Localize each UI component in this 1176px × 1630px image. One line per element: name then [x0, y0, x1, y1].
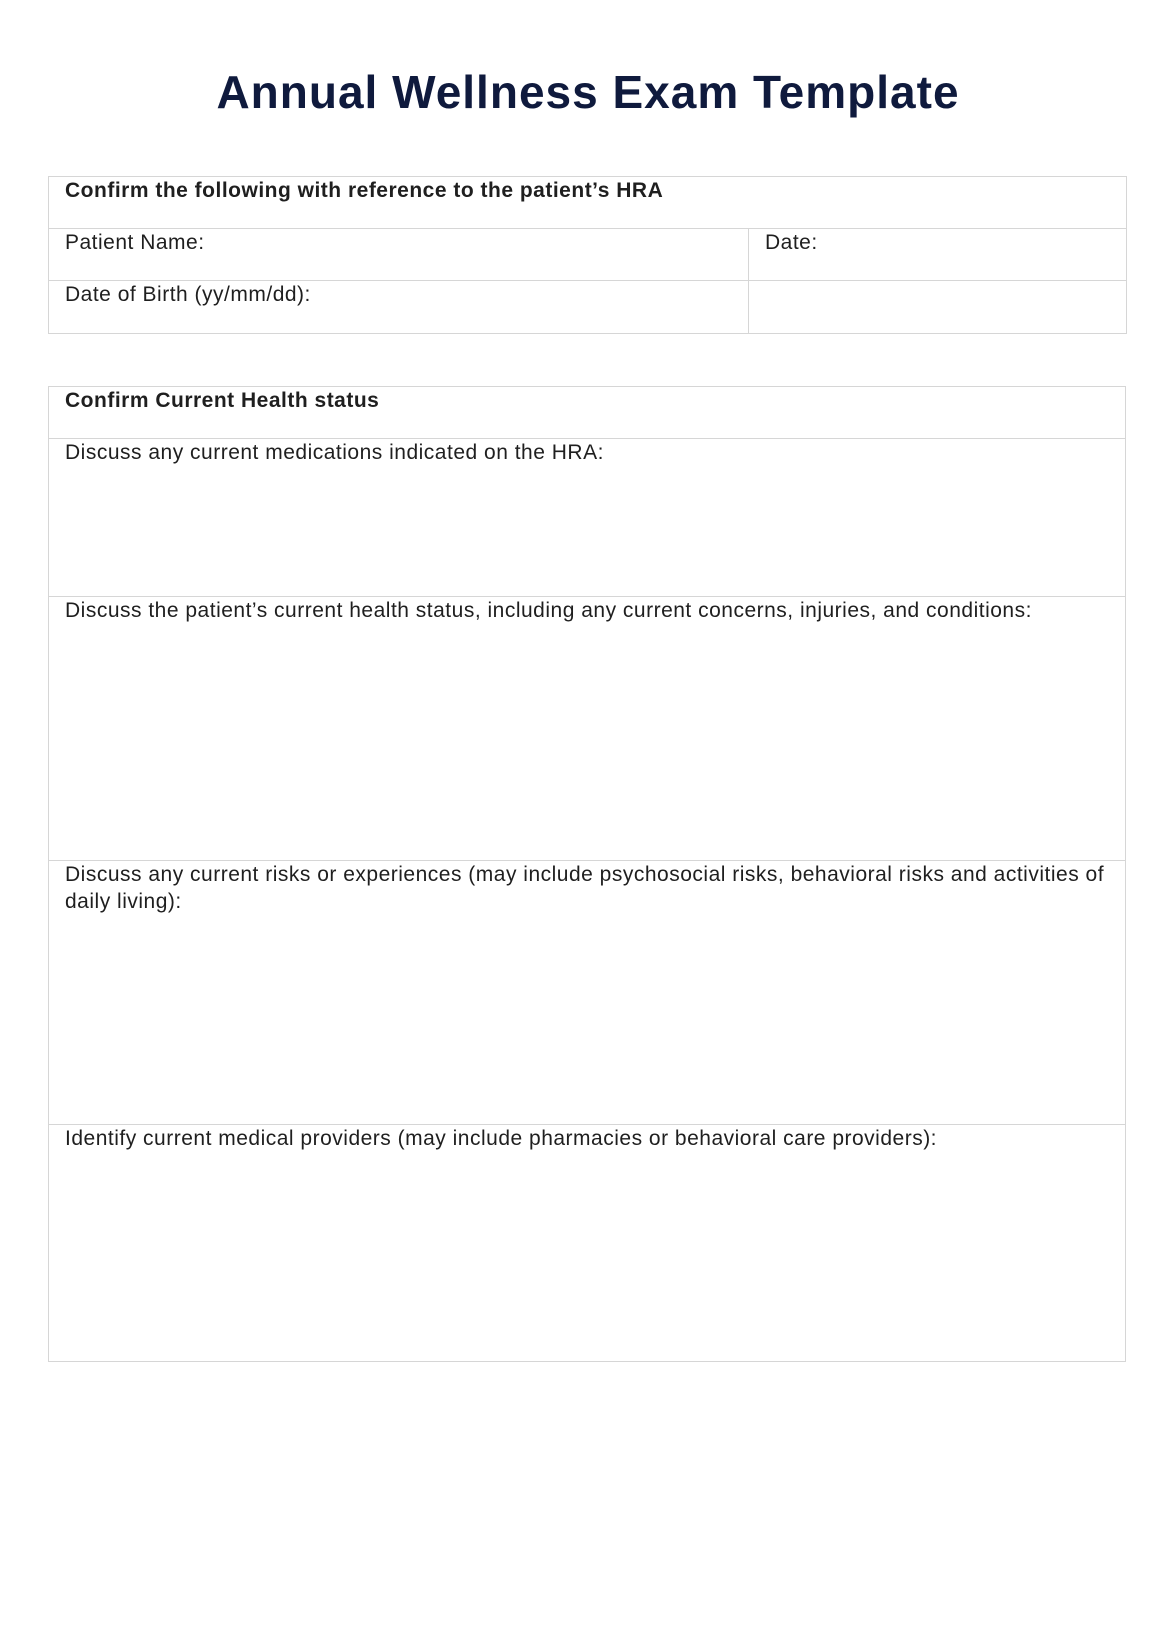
medications-prompt: Discuss any current medications indicated on the HRA:	[65, 441, 604, 464]
dob-row	[49, 281, 1127, 334]
dob-label: Date of Birth (yy/mm/dd):	[65, 283, 311, 306]
patient-name-label: Patient Name:	[65, 231, 205, 254]
patient-info-table	[48, 176, 1127, 334]
empty-cell[interactable]	[749, 281, 1127, 334]
date-label: Date:	[765, 231, 818, 254]
medications-row	[49, 439, 1126, 597]
page-title: Annual Wellness Exam Template	[216, 66, 960, 118]
risks-field[interactable]	[49, 861, 1126, 1125]
date-field[interactable]	[749, 229, 1127, 281]
providers-row	[49, 1125, 1126, 1362]
health-status-table	[48, 386, 1126, 1362]
health-section-heading: Confirm Current Health status	[49, 387, 1126, 439]
risks-prompt: Discuss any current risks or experiences (may include psychosocial risks, behavioral risks and activities of daily living):	[65, 863, 1105, 913]
patient-section-heading: Confirm the following with reference to the patient’s HRA	[49, 177, 1127, 229]
patient-name-row	[49, 229, 1127, 281]
dob-field[interactable]	[49, 281, 749, 334]
risks-row	[49, 861, 1126, 1125]
health-table-header-row	[49, 387, 1126, 439]
patient-name-field[interactable]	[49, 229, 749, 281]
providers-prompt: Identify current medical providers (may include pharmacies or behavioral care providers):	[65, 1127, 938, 1150]
health-status-prompt: Discuss the patient’s current health status, including any current concerns, injuries, and conditions:	[65, 599, 1032, 622]
patient-table-header-row	[49, 177, 1127, 229]
providers-field[interactable]	[49, 1125, 1126, 1362]
health-status-field[interactable]	[49, 597, 1126, 861]
medications-field[interactable]	[49, 439, 1126, 597]
health-status-row	[49, 597, 1126, 861]
